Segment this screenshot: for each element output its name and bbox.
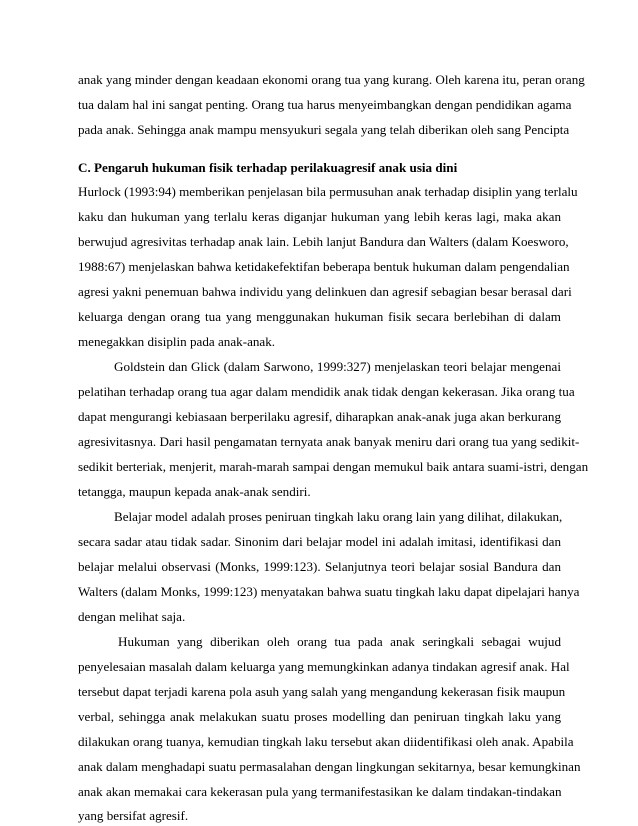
paragraph-line: dilakukan orang tuanya, kemudian tingkah laku tersebut akan diidentifikasi oleh anak. Apabila xyxy=(78,734,574,749)
paragraph-line: belajar melalui observasi (Monks, 1999:123). Selanjutnya teori belajar sosial Bandura dan xyxy=(78,559,561,574)
paragraph-line: Hurlock (1993:94) memberikan penjelasan bila permusuhan anak terhadap disiplin yang terlalu xyxy=(78,184,578,199)
intro-line: pada anak. Sehingga anak mampu mensyukuri segala yang telah diberikan oleh sang Pencipta xyxy=(78,122,570,137)
paragraph-line: Walters (dalam Monks, 1999:123) menyatakan bahwa suatu tingkah laku dapat dipelajari hanya xyxy=(78,584,580,599)
paragraph-line: kaku dan hukuman yang terlalu keras diganjar hukuman yang lebih keras lagi, maka akan xyxy=(78,209,561,224)
paragraph-line: agresivitasnya. Dari hasil pengamatan ternyata anak banyak meniru dari orang tua yang sedikit- xyxy=(78,434,580,449)
paragraph-line: tersebut dapat terjadi karena pola asuh yang salah yang mengandung kekerasan fisik maupun xyxy=(78,684,566,699)
paragraph-line: dengan melihat saja. xyxy=(78,609,186,624)
paragraph-line: menegakkan disiplin pada anak-anak. xyxy=(78,334,276,349)
paragraph-line: Hukuman yang diberikan oleh orang tua pada anak seringkali sebagai wujud xyxy=(118,634,561,649)
paragraph-line: secara sadar atau tidak sadar. Sinonim dari belajar model ini adalah imitasi, identifikasi dan xyxy=(78,534,561,549)
paragraph-line: tetangga, maupun kepada anak-anak sendiri. xyxy=(78,484,311,499)
paragraph-line: berwujud agresivitas terhadap anak lain. Lebih lanjut Bandura dan Walters (dalam Koesworo, xyxy=(78,234,569,249)
paragraph-line: sedikit berteriak, menjerit, marah-marah sampai dengan memukul baik antara suami-istri, dengan xyxy=(78,459,589,474)
paragraph-line: yang bersifat agresif. xyxy=(78,808,189,823)
paragraph-line: pelatihan terhadap orang tua agar dalam mendidik anak tidak dengan kekerasan. Jika orang tua xyxy=(78,384,575,399)
intro-line: tua dalam hal ini sangat penting. Orang tua harus menyeimbangkan dengan pendidikan agama xyxy=(78,97,572,112)
paragraph-line: anak dalam menghadapi suatu permasalahan dengan lingkungan sekitarnya, besar kemungkinan xyxy=(78,759,581,774)
paragraph-line: Goldstein dan Glick (dalam Sarwono, 1999:327) menjelaskan teori belajar mengenai xyxy=(114,359,561,374)
paragraph-line: Belajar model adalah proses peniruan tingkah laku orang lain yang dilihat, dilakukan, xyxy=(114,509,563,524)
paragraph-line: agresi yakni penemuan bahwa individu yang delinkuen dan agresif sebagian besar berasal dari xyxy=(78,284,572,299)
intro-line: anak yang minder dengan keadaan ekonomi orang tua yang kurang. Oleh karena itu, peran orang xyxy=(78,72,585,87)
paragraph-line: dapat mengurangi kebiasaan berperilaku agresif, diharapkan anak-anak juga akan berkurang xyxy=(78,409,561,424)
paragraph-line: 1988:67) menjelaskan bahwa ketidakefektifan beberapa bentuk hukuman dalam pengendalian xyxy=(78,259,570,274)
paragraph-line: anak akan memakai cara kekerasan pula yang termanifestasikan ke dalam tindakan-tindakan xyxy=(78,784,562,799)
paragraph-line: penyelesaian masalah dalam keluarga yang memungkinkan adanya tindakan agresif anak. Hal xyxy=(78,659,570,674)
paragraph-line: keluarga dengan orang tua yang menggunakan hukuman fisik secara berlebihan di dalam xyxy=(78,309,561,324)
section-heading: C. Pengaruh hukuman fisik terhadap perilakuagresif anak usia dini xyxy=(78,160,458,175)
paragraph-line: verbal, sehingga anak melakukan suatu proses modelling dan peniruan tingkah laku yang xyxy=(78,709,561,724)
